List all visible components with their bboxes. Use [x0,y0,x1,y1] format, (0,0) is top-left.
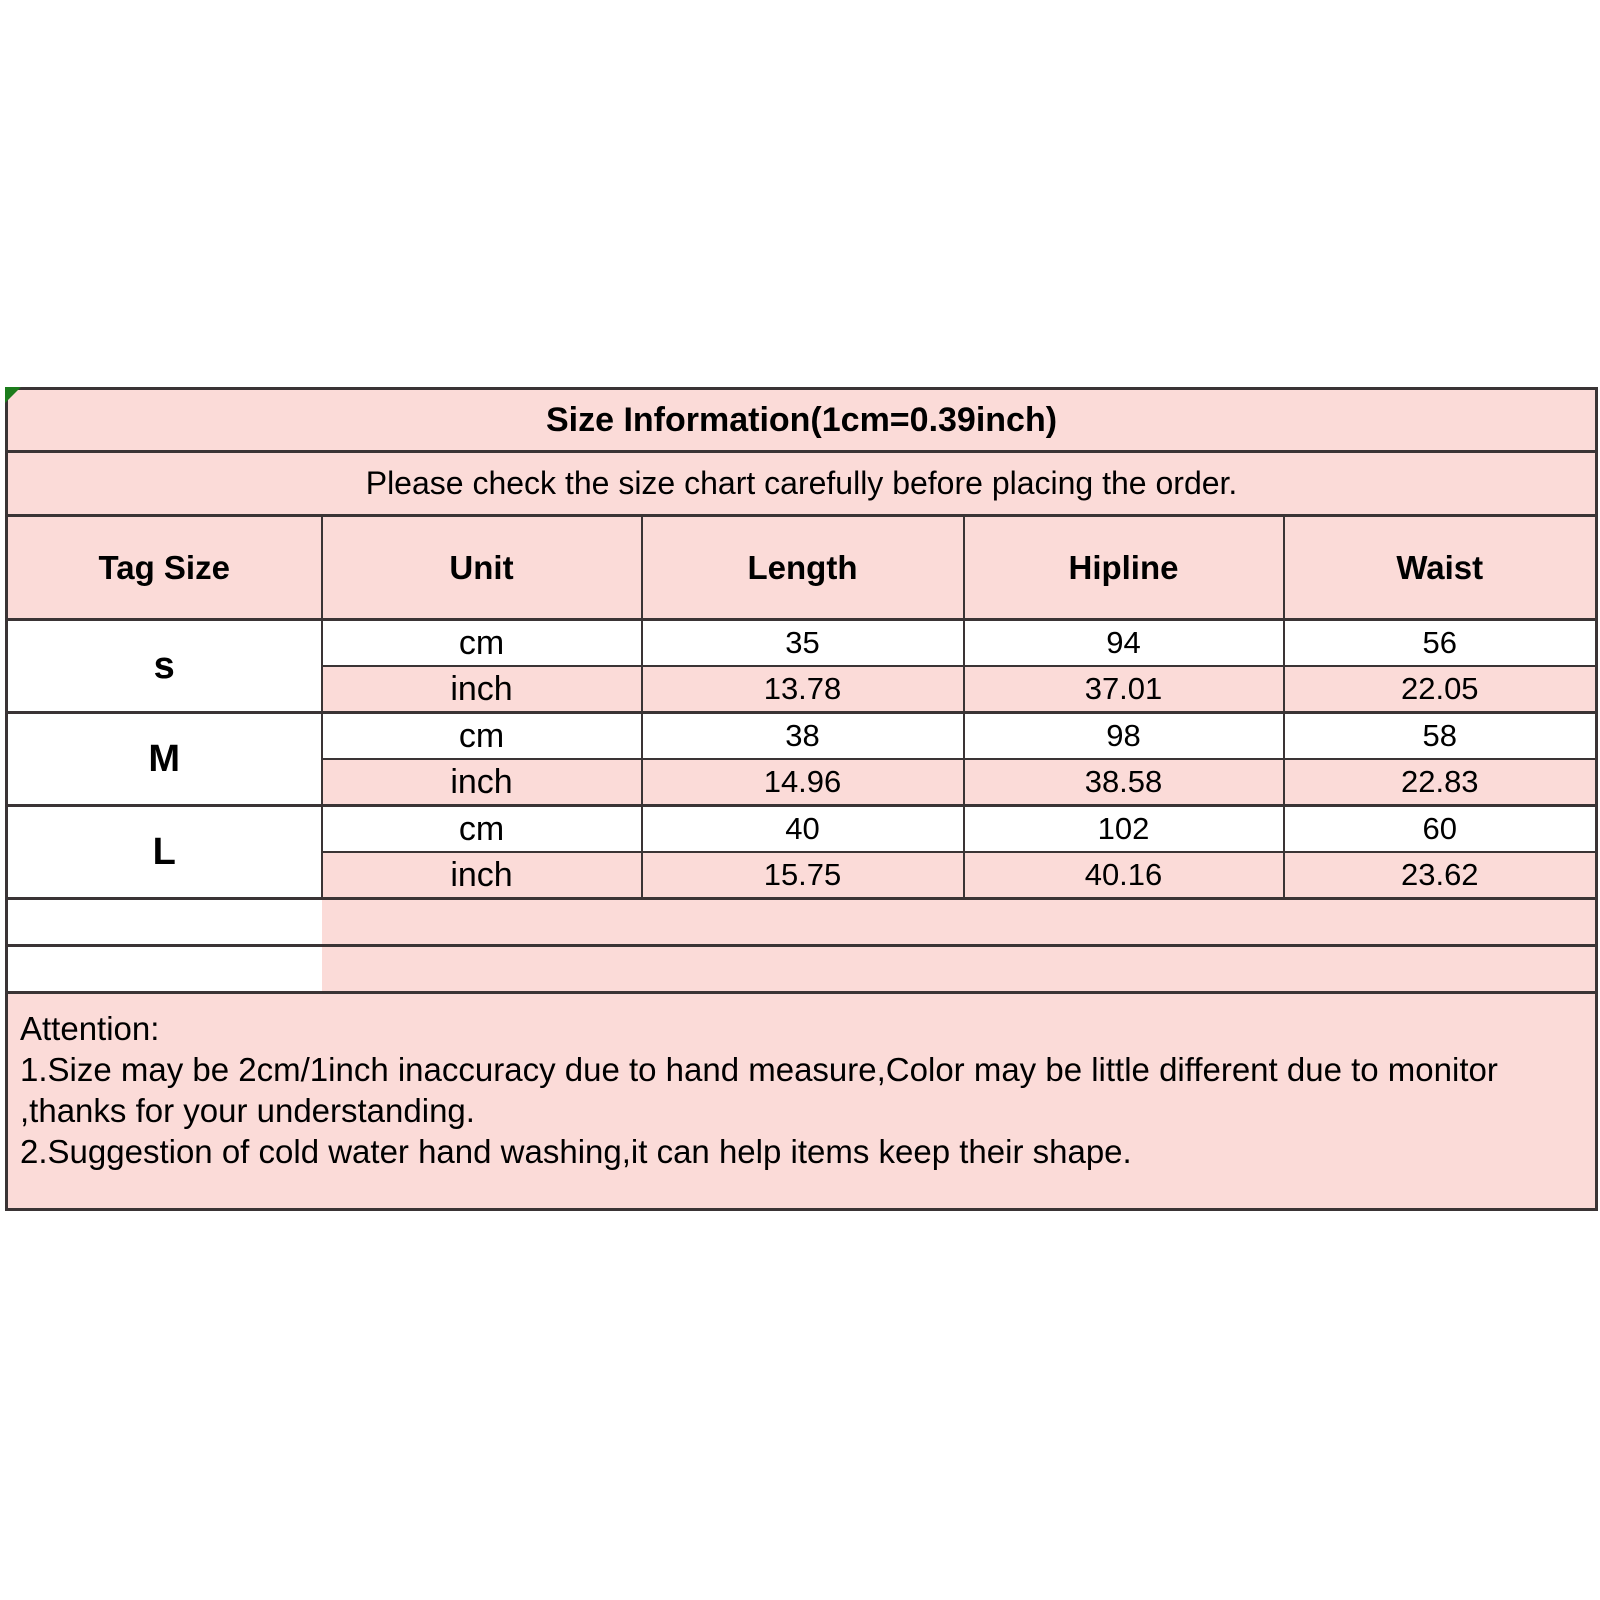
value-cell-waist: 60 [1284,806,1597,853]
value-cell-length: 40 [642,806,964,853]
value-cell-length: 35 [642,620,964,667]
header-hipline: Hipline [964,516,1284,620]
unit-cell: cm [322,713,642,760]
size-chart-table [5,387,1595,1211]
unit-cell: inch [322,666,642,713]
unit-cell: cm [322,806,642,853]
empty-cell-white [7,946,322,993]
unit-cell: cm [322,620,642,667]
header-tag-size: Tag Size [7,516,322,620]
unit-cell: inch [322,759,642,806]
value-cell-waist: 56 [1284,620,1597,667]
empty-cell-white [7,899,322,946]
table-title: Size Information(1cm=0.39inch) [7,389,1597,452]
empty-row [7,899,1597,946]
header-unit: Unit [322,516,642,620]
value-cell-waist: 58 [1284,713,1597,760]
value-cell-waist: 22.05 [1284,666,1597,713]
empty-row [7,946,1597,993]
tag-cell-m: M [7,713,322,806]
tag-cell-l: L [7,806,322,899]
size-table [5,387,1598,1211]
header-row [7,516,1597,620]
title-row [7,389,1597,452]
value-cell-hipline: 102 [964,806,1284,853]
table-row [7,806,1597,853]
attention-line: 2.Suggestion of cold water hand washing,it can help items keep their shape. [20,1133,1132,1170]
subtitle-row [7,452,1597,516]
empty-cell-pink [322,899,1597,946]
attention-heading: Attention: [20,1010,160,1047]
value-cell-length: 14.96 [642,759,964,806]
value-cell-length: 13.78 [642,666,964,713]
empty-cell-pink [322,946,1597,993]
attention-row [7,993,1597,1210]
table-row [7,713,1597,760]
unit-cell: inch [322,852,642,899]
tag-cell-s: s [7,620,322,713]
header-waist: Waist [1284,516,1597,620]
table-row [7,620,1597,667]
attention-line: ,thanks for your understanding. [20,1092,475,1129]
attention-cell [7,993,1597,1210]
value-cell-hipline: 40.16 [964,852,1284,899]
value-cell-waist: 23.62 [1284,852,1597,899]
table-subtitle: Please check the size chart carefully before placing the order. [7,452,1597,516]
value-cell-waist: 22.83 [1284,759,1597,806]
header-length: Length [642,516,964,620]
value-cell-length: 15.75 [642,852,964,899]
value-cell-hipline: 94 [964,620,1284,667]
value-cell-hipline: 38.58 [964,759,1284,806]
attention-line: 1.Size may be 2cm/1inch inaccuracy due to hand measure,Color may be little different due to monitor [20,1051,1498,1088]
value-cell-hipline: 37.01 [964,666,1284,713]
green-corner-marker-icon [5,387,21,403]
value-cell-length: 38 [642,713,964,760]
value-cell-hipline: 98 [964,713,1284,760]
